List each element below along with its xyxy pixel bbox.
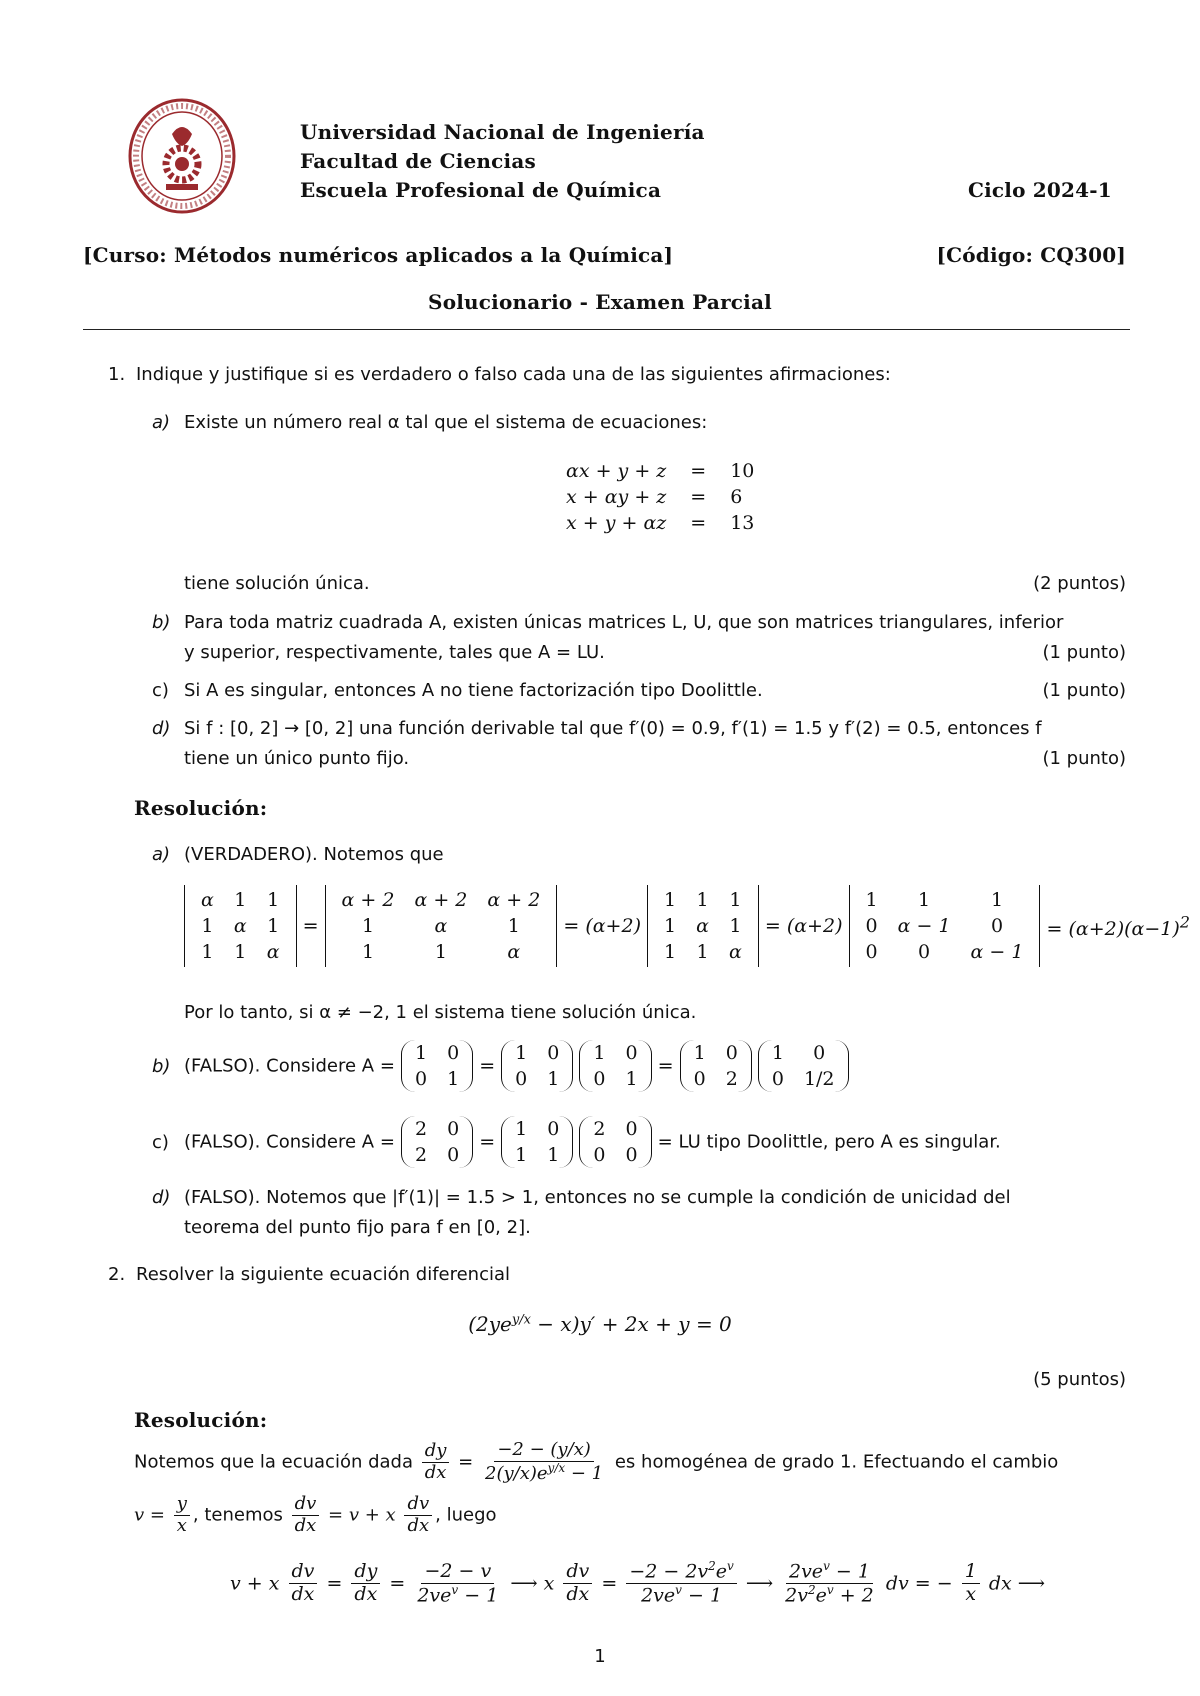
res2-derivation: v + x $\frac{dv}{dx}$ = $\frac{dy}{dx}$ = $\frac{-2 - v}{2ve^v - 1}$ ⟶ x $\frac{dv}{dx}$ = $\frac{-2 - 2v^2e^v}{2ve^v - 1}$ ⟶ $\frac{2ve^v - 1}{2v^2e^v + 2}$ dv = − $\frac{1}{x}$ dx ⟶: [230, 1559, 1045, 1607]
q1-d-line1: d) Si f : [0, 2] → [0, 2] una función derivable tal que f′(0) = 0.9, f′(1) = 1.5 y f′(2) = 0.5, entonces f: [152, 718, 1042, 739]
resolution-2-heading: Resolución:: [134, 1408, 268, 1432]
q1-d-label: d): [152, 718, 171, 739]
res2-line1: Notemos que la ecuación dada $\frac{dy}{dx}$ = $\frac{-2 - (y/x)}{2(y/x)e^{y/x} - 1}$ es homogénea de grado 1. Efectuando el cambio: [134, 1439, 1059, 1484]
q1-a: a) Existe un número real α tal que el sistema de ecuaciones:: [152, 412, 708, 433]
q1-b-line2: y superior, respectivamente, tales que A = LU.: [184, 642, 605, 663]
res1-c: c) (FALSO). Considere A = 2 0 2 0 = 1 0 1 1 2 0 0 0 = LU tipo Doolittle, pero A es singular.: [152, 1118, 1001, 1166]
q1-d-points: (1 punto): [1042, 748, 1126, 769]
q1-c-points: (1 punto): [1042, 680, 1126, 701]
system-lhs-2: x + αy + z: [566, 486, 667, 508]
res1-a-conclusion: Por lo tanto, si α ≠ −2, 1 el sistema tiene solución única.: [184, 1002, 697, 1023]
res1-a-determinants: α 1 1 1 α 1 1 1 α = α + 2 α + 2 α + 2 1 α 1 1 1 α = (α+2) 1 1 1 1 α 1 1 1 α = (α+2) 1 1 1 0 α − 1 0 0 0 α − 1 = $(\alpha+2)(\alpha-1)^2$: [184, 885, 1190, 967]
school-name: Escuela Profesional de Química: [300, 178, 662, 202]
q1-a-system: αx + y + z = 10 x + αy + z = 6 x + y + αz = 13: [560, 458, 760, 536]
page-number: 1: [594, 1646, 606, 1667]
q2-stem: 2. Resolver la siguiente ecuación diferencial: [108, 1264, 511, 1285]
res1-d-line1: d) (FALSO). Notemos que |f′(1)| = 1.5 > 1, entonces no se cumple la condición de unicidad del: [152, 1187, 1011, 1208]
university-seal-logo: [128, 98, 236, 214]
resolution-1-heading: Resolución:: [134, 796, 268, 820]
course-name: [Curso: Métodos numéricos aplicados a la Química]: [83, 243, 674, 267]
q1-b-label: b): [152, 612, 171, 633]
system-rhs-3: 13: [730, 512, 755, 534]
q1-a-points: (2 puntos): [1033, 573, 1126, 594]
q1-d-line2: tiene un único punto fijo.: [184, 748, 410, 769]
university-name: Universidad Nacional de Ingeniería: [300, 120, 705, 144]
q2-points: (5 puntos): [1033, 1369, 1126, 1390]
system-lhs-3: x + y + αz: [566, 512, 667, 534]
res2-line2: v = $\frac{y}{x}$ , tenemos $\frac{dv}{dx}$ = v + x $\frac{dv}{dx}$ , luego: [134, 1493, 497, 1536]
q1-a-label: a): [152, 412, 171, 433]
res1-a-intro: a) (VERDADERO). Notemos que: [152, 844, 444, 865]
q1-c-label: c): [152, 680, 169, 701]
faculty-name: Facultad de Ciencias: [300, 149, 536, 173]
system-rhs-2: 6: [730, 486, 743, 508]
q1-label: 1.: [108, 364, 126, 385]
q2-label: 2.: [108, 1264, 126, 1285]
cycle: Ciclo 2024-1: [968, 178, 1112, 202]
res1-b: b) (FALSO). Considere A = 1 0 0 1 = 1 0 0 1 1 0 0 1 = 1 0 0 2 1 0 0 1/2: [152, 1040, 849, 1092]
q1-stem: 1. Indique y justifique si es verdadero o falso cada una de las siguientes afirmaciones:: [108, 364, 891, 385]
q1-a-tail: tiene solución única.: [184, 573, 370, 594]
q2-equation: $(2ye^{y/x} - x)y' + 2x + y = 0$: [468, 1312, 732, 1336]
course-code: [Código: CQ300]: [936, 243, 1126, 267]
q1-b-line1: b) Para toda matriz cuadrada A, existen únicas matrices L, U, que son matrices triangulares, inferior: [152, 612, 1064, 633]
title-rule: [83, 329, 1130, 330]
system-rhs-1: 10: [730, 460, 755, 482]
q1-b-points: (1 punto): [1042, 642, 1126, 663]
q1-c: c) Si A es singular, entonces A no tiene factorización tipo Doolittle.: [152, 680, 763, 701]
res1-d-line2: teorema del punto fijo para f en [0, 2].: [184, 1217, 531, 1238]
document-title: Solucionario - Examen Parcial: [428, 290, 772, 314]
system-lhs-1: αx + y + z: [566, 460, 667, 482]
